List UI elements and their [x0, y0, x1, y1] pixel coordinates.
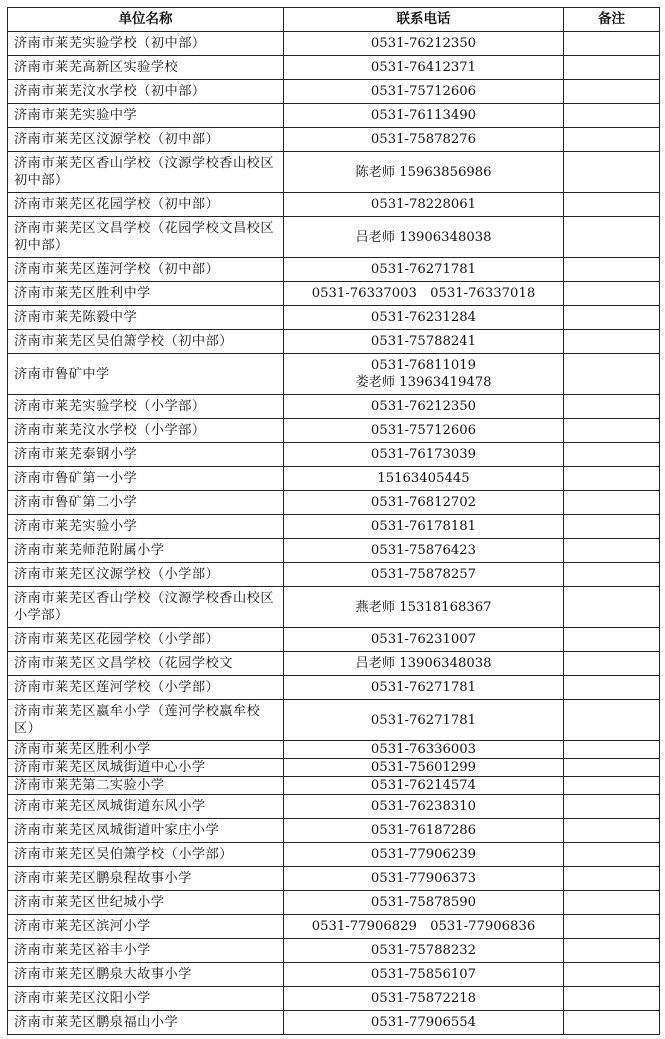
table-header-row [8, 8, 660, 32]
table-row [8, 306, 660, 330]
table-row [8, 539, 660, 563]
table-row [8, 700, 660, 741]
phone-cell [284, 700, 564, 741]
table-row [8, 741, 660, 759]
unit-name-cell: 济南市莱芜区鹏泉大故事小学 [8, 963, 284, 987]
phone-line: 0531-75788241 [370, 334, 477, 349]
phone-cell [284, 217, 564, 258]
phone-cell [284, 491, 564, 515]
unit-name-cell: 济南市莱芜区文昌学校（花园学校文 [8, 652, 284, 676]
note-cell [564, 515, 660, 539]
note-cell [564, 759, 660, 777]
table-row [8, 628, 660, 652]
phone-cell [284, 652, 564, 676]
phone-line: 0531-76173039 [370, 447, 477, 462]
phone-line: 0531-76178181 [370, 519, 477, 534]
phone-cell [284, 128, 564, 152]
phone-cell [284, 193, 564, 217]
phone-cell [284, 395, 564, 419]
table-row [8, 104, 660, 128]
phone-line: 0531-76187286 [370, 823, 477, 838]
unit-name-cell: 济南市莱芜汶水学校（初中部） [8, 80, 284, 104]
phone-cell [284, 628, 564, 652]
unit-name-cell: 济南市莱芜区汶源学校（小学部） [8, 563, 284, 587]
unit-name-cell: 济南市莱芜区花园学校（初中部） [8, 193, 284, 217]
phone-line: 0531-75712606 [370, 84, 477, 99]
table-row [8, 128, 660, 152]
phone-cell [284, 676, 564, 700]
unit-name-cell: 济南市莱芜区汶源学校（初中部） [8, 128, 284, 152]
note-cell [564, 963, 660, 987]
table-row [8, 282, 660, 306]
table-row [8, 395, 660, 419]
unit-name-cell: 济南市莱芜区裕丰小学 [8, 939, 284, 963]
phone-line: 0531-76212350 [370, 36, 477, 51]
phone-line: 0531-76271781 [370, 712, 477, 728]
phone-line: 0531-76214574 [370, 778, 477, 793]
phone-cell [284, 104, 564, 128]
phone-line: 0531-76212350 [370, 399, 477, 414]
table-row [8, 419, 660, 443]
phone-cell [284, 467, 564, 491]
phone-cell [284, 282, 564, 306]
table-body [8, 32, 660, 1035]
phone-line: 0531-77906239 [370, 847, 477, 862]
unit-name-cell: 济南市莱芜区莲河学校（小学部） [8, 676, 284, 700]
phone-cell [284, 563, 564, 587]
unit-name-cell: 济南市莱芜第二实验小学 [8, 777, 284, 795]
phone-cell [284, 539, 564, 563]
table-row [8, 217, 660, 258]
table-row [8, 80, 660, 104]
phone-line: 0531-75876423 [370, 543, 477, 558]
note-cell [564, 128, 660, 152]
table-row [8, 330, 660, 354]
phone-line: 0531-76271781 [370, 262, 477, 277]
note-cell [564, 867, 660, 891]
phone-line: 娄老师 13963419478 [355, 375, 492, 390]
phone-line: 0531-76412371 [370, 60, 477, 75]
unit-name-cell: 济南市鲁矿中学 [8, 354, 284, 395]
note-cell [564, 443, 660, 467]
table-row [8, 963, 660, 987]
table-row [8, 443, 660, 467]
unit-name-cell: 济南市莱芜区香山学校（汶源学校香山校区初中部） [8, 152, 284, 193]
phone-line: 燕老师 15318168367 [355, 599, 492, 615]
phone-line: 吕老师 13906348038 [355, 656, 492, 671]
unit-name-cell: 济南市莱芜区凤城街道中心小学 [8, 759, 284, 777]
phone-line: 0531-75872218 [370, 991, 477, 1006]
note-cell [564, 987, 660, 1011]
phone-line: 吕老师 13906348038 [355, 229, 492, 245]
phone-line: 0531-77906373 [370, 871, 477, 886]
phone-line: 0531-75712606 [370, 423, 477, 438]
unit-name-cell: 济南市鲁矿第一小学 [8, 467, 284, 491]
unit-name-cell: 济南市莱芜泰钢小学 [8, 443, 284, 467]
note-cell [564, 843, 660, 867]
phone-line: 0531-76113490 [370, 108, 477, 123]
phone-cell [284, 1011, 564, 1035]
phone-line: 陈老师 15963856986 [355, 164, 492, 180]
phone-cell [284, 759, 564, 777]
table-row [8, 915, 660, 939]
unit-name-cell: 济南市莱芜师范附属小学 [8, 539, 284, 563]
table-row [8, 867, 660, 891]
unit-name-cell: 济南市莱芜实验学校（小学部） [8, 395, 284, 419]
unit-name-cell: 济南市莱芜区凤城街道叶家庄小学 [8, 819, 284, 843]
phone-cell [284, 152, 564, 193]
unit-name-cell: 济南市莱芜区莲河学校（初中部） [8, 258, 284, 282]
note-cell [564, 152, 660, 193]
contact-table-container [7, 7, 659, 1035]
unit-name-cell: 济南市莱芜实验小学 [8, 515, 284, 539]
phone-cell [284, 80, 564, 104]
table-row [8, 515, 660, 539]
note-cell [564, 56, 660, 80]
table-row [8, 843, 660, 867]
table-row [8, 32, 660, 56]
header-phone: 联系电话 [284, 8, 564, 32]
unit-name-cell: 济南市莱芜区胜利小学 [8, 741, 284, 759]
phone-line: 0531-76231007 [370, 632, 477, 647]
phone-cell [284, 795, 564, 819]
unit-name-cell: 济南市莱芜区吴伯箫学校（初中部） [8, 330, 284, 354]
phone-line: 0531-77906554 [370, 1015, 477, 1030]
table-row [8, 777, 660, 795]
phone-cell [284, 354, 564, 395]
unit-name-cell: 济南市莱芜区文昌学校（花园学校文昌校区初中部） [8, 217, 284, 258]
note-cell [564, 217, 660, 258]
note-cell [564, 104, 660, 128]
phone-cell [284, 843, 564, 867]
note-cell [564, 891, 660, 915]
phone-cell [284, 258, 564, 282]
phone-cell [284, 939, 564, 963]
table-row [8, 467, 660, 491]
phone-cell [284, 963, 564, 987]
table-row [8, 491, 660, 515]
unit-name-cell: 济南市莱芜区鹏泉福山小学 [8, 1011, 284, 1035]
contact-table [7, 7, 660, 1035]
table-row [8, 587, 660, 628]
phone-cell [284, 915, 564, 939]
phone-line: 0531-77906829 0531-77906836 [311, 919, 536, 934]
note-cell [564, 282, 660, 306]
unit-name-cell: 济南市鲁矿第二小学 [8, 491, 284, 515]
table-row [8, 258, 660, 282]
note-cell [564, 795, 660, 819]
note-cell [564, 741, 660, 759]
unit-name-cell: 济南市莱芜区世纪城小学 [8, 891, 284, 915]
phone-cell [284, 443, 564, 467]
phone-cell [284, 56, 564, 80]
phone-line: 0531-75878590 [370, 895, 477, 910]
table-row [8, 676, 660, 700]
unit-name-cell: 济南市莱芜汶水学校（小学部） [8, 419, 284, 443]
note-cell [564, 467, 660, 491]
note-cell [564, 628, 660, 652]
note-cell [564, 939, 660, 963]
phone-line: 0531-76238310 [370, 799, 477, 814]
phone-line: 0531-75856107 [370, 967, 477, 982]
phone-cell [284, 306, 564, 330]
phone-line: 0531-75878276 [370, 132, 477, 147]
table-row [8, 759, 660, 777]
table-row [8, 563, 660, 587]
header-unit-name: 单位名称 [8, 8, 284, 32]
unit-name-cell: 济南市莱芜区胜利中学 [8, 282, 284, 306]
unit-name-cell: 济南市莱芜区凤城街道东风小学 [8, 795, 284, 819]
table-row [8, 819, 660, 843]
note-cell [564, 491, 660, 515]
note-cell [564, 32, 660, 56]
phone-line: 0531-75788232 [370, 943, 477, 958]
unit-name-cell: 济南市莱芜陈毅中学 [8, 306, 284, 330]
phone-cell [284, 891, 564, 915]
phone-line: 0531-76271781 [370, 680, 477, 695]
unit-name-cell: 济南市莱芜实验学校（初中部） [8, 32, 284, 56]
phone-line: 0531-75601299 [370, 760, 477, 775]
phone-line: 0531-76811019 [370, 358, 477, 373]
unit-name-cell: 济南市莱芜区香山学校（汶源学校香山校区小学部） [8, 587, 284, 628]
note-cell [564, 676, 660, 700]
note-cell [564, 193, 660, 217]
note-cell [564, 915, 660, 939]
phone-cell [284, 819, 564, 843]
note-cell [564, 258, 660, 282]
unit-name-cell: 济南市莱芜区嬴牟小学（莲河学校嬴牟校区） [8, 700, 284, 741]
phone-cell [284, 777, 564, 795]
note-cell [564, 330, 660, 354]
note-cell [564, 419, 660, 443]
table-row [8, 987, 660, 1011]
note-cell [564, 700, 660, 741]
phone-line: 0531-76231284 [370, 310, 477, 325]
note-cell [564, 80, 660, 104]
table-row [8, 56, 660, 80]
table-row [8, 652, 660, 676]
unit-name-cell: 济南市莱芜区花园学校（小学部） [8, 628, 284, 652]
unit-name-cell: 济南市莱芜区汶阳小学 [8, 987, 284, 1011]
note-cell [564, 652, 660, 676]
phone-line: 0531-76812702 [370, 495, 477, 510]
phone-cell [284, 587, 564, 628]
table-row [8, 891, 660, 915]
phone-cell [284, 419, 564, 443]
table-row [8, 1011, 660, 1035]
phone-line: 0531-78228061 [370, 197, 477, 212]
phone-line: 0531-75878257 [370, 567, 477, 582]
phone-cell [284, 32, 564, 56]
phone-cell [284, 987, 564, 1011]
note-cell [564, 563, 660, 587]
phone-cell [284, 741, 564, 759]
phone-line: 15163405445 [377, 471, 470, 486]
note-cell [564, 777, 660, 795]
note-cell [564, 306, 660, 330]
unit-name-cell: 济南市莱芜区滨河小学 [8, 915, 284, 939]
note-cell [564, 354, 660, 395]
note-cell [564, 587, 660, 628]
note-cell [564, 395, 660, 419]
note-cell [564, 1011, 660, 1035]
table-row [8, 795, 660, 819]
table-row [8, 354, 660, 395]
unit-name-cell: 济南市莱芜实验中学 [8, 104, 284, 128]
unit-name-cell: 济南市莱芜区吴伯箫学校（小学部） [8, 843, 284, 867]
unit-name-cell: 济南市莱芜区鹏泉程故事小学 [8, 867, 284, 891]
note-cell [564, 819, 660, 843]
header-note: 备注 [564, 8, 660, 32]
phone-cell [284, 330, 564, 354]
phone-cell [284, 867, 564, 891]
phone-cell [284, 515, 564, 539]
phone-line: 0531-76337003 0531-76337018 [311, 286, 536, 301]
table-row [8, 193, 660, 217]
unit-name-cell: 济南市莱芜高新区实验学校 [8, 56, 284, 80]
table-row [8, 152, 660, 193]
note-cell [564, 539, 660, 563]
table-row [8, 939, 660, 963]
phone-line: 0531-76336003 [370, 742, 477, 757]
